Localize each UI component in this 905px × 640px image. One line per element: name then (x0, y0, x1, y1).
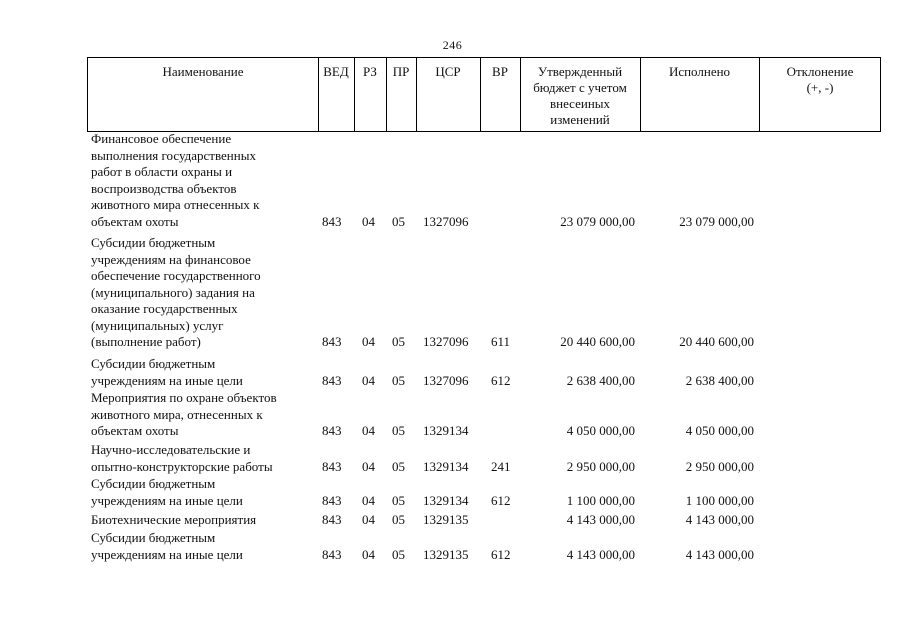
header-approved-line: внесеиных (549, 96, 611, 111)
row-name-line: Биотехнические мероприятия (91, 512, 257, 527)
row-name (91, 131, 313, 230)
header-csr: ЦСР (435, 64, 461, 79)
cell-rz: 04 (362, 334, 375, 349)
cell-ved: 843 (322, 423, 342, 438)
row-name-line: обеспечение государственного (91, 268, 261, 283)
row-name-line: животного мира, отнесенных к (91, 406, 263, 422)
header-pr: ПР (392, 64, 410, 79)
cell-pr: 05 (392, 213, 405, 229)
cell-approved: 2 638 400,00 (566, 372, 635, 388)
cell-csr: 1329134 (423, 423, 469, 438)
row-name-line: Финансовое обеспечение (91, 131, 232, 146)
page-number: 246 (442, 38, 463, 52)
header-approved (520, 58, 640, 131)
cell-pr: 05 (392, 334, 405, 349)
cell-pr: 05 (392, 372, 405, 388)
cell-vr: 612 (491, 546, 511, 562)
table-row (0, 530, 905, 563)
table-row (0, 442, 905, 475)
cell-vr: 612 (491, 372, 511, 388)
row-name (91, 476, 313, 509)
header-approved-line: Утвержденный (537, 64, 623, 79)
table-row (0, 356, 905, 389)
cell-executed: 23 079 000,00 (679, 213, 754, 229)
header-approved-line: бюджет с учетом (533, 80, 627, 95)
header-deviation-line: (+, -) (806, 80, 834, 95)
row-name-line: оказание государственных (91, 301, 238, 316)
cell-pr: 05 (392, 546, 405, 562)
cell-vr: 241 (491, 458, 511, 474)
cell-rz: 04 (362, 423, 375, 438)
cell-executed: 4 143 000,00 (685, 512, 754, 527)
cell-ved: 843 (322, 546, 342, 562)
header-executed: Исполнено (668, 64, 731, 79)
cell-vr: 612 (491, 492, 511, 508)
row-name-line: (выполнение работ) (91, 334, 201, 349)
cell-pr: 05 (392, 512, 405, 527)
cell-rz: 04 (362, 458, 375, 474)
cell-pr: 05 (392, 458, 405, 474)
table-header (87, 57, 881, 132)
row-name-line: (муниципального) задания на (91, 284, 255, 300)
row-name-line: воспроизводства объектов (91, 180, 237, 196)
cell-ved: 843 (322, 512, 342, 527)
cell-pr: 05 (392, 423, 405, 438)
header-ved: ВЕД (323, 64, 349, 79)
row-name (91, 235, 313, 351)
header-deviation-line: Отклонение (786, 64, 854, 79)
row-name-line: животного мира отнесенных к (91, 197, 260, 212)
row-name-line: Научно-исследовательские и (91, 442, 251, 457)
cell-ved: 843 (322, 458, 342, 474)
cell-rz: 04 (362, 492, 375, 508)
header-name: Наименование (162, 64, 244, 79)
row-name-line: Субсидии бюджетным (91, 476, 216, 491)
row-name-line: учреждениям на финансовое (91, 251, 251, 267)
cell-csr: 1327096 (423, 213, 469, 229)
cell-csr: 1327096 (423, 372, 469, 388)
cell-rz: 04 (362, 546, 375, 562)
row-name-line: Субсидии бюджетным (91, 530, 216, 545)
row-name-line: Мероприятия по охране объектов (91, 390, 277, 405)
cell-approved: 4 143 000,00 (566, 546, 635, 562)
cell-vr: 611 (491, 334, 511, 349)
row-name-line: (муниципальных) услуг (91, 317, 224, 333)
cell-pr: 05 (392, 492, 405, 508)
row-name-line: объектам охоты (91, 423, 179, 438)
header-deviation (759, 58, 881, 131)
row-name (91, 442, 313, 475)
row-name (91, 390, 313, 440)
row-name-line: учреждениям на иные цели (91, 372, 243, 388)
table-row (0, 131, 905, 230)
table-row (0, 390, 905, 440)
row-name (91, 512, 313, 529)
header-vr: ВР (492, 64, 508, 79)
cell-csr: 1329135 (423, 512, 469, 527)
cell-executed: 1 100 000,00 (685, 492, 754, 508)
cell-ved: 843 (322, 372, 342, 388)
cell-approved: 4 143 000,00 (566, 512, 635, 527)
cell-executed: 4 143 000,00 (685, 546, 754, 562)
cell-approved: 4 050 000,00 (566, 423, 635, 438)
row-name-line: учреждениям на иные цели (91, 546, 243, 562)
cell-approved: 23 079 000,00 (560, 213, 635, 229)
header-approved-line: изменений (550, 112, 610, 127)
cell-executed: 20 440 600,00 (679, 334, 754, 349)
table-row (0, 235, 905, 351)
cell-rz: 04 (362, 372, 375, 388)
cell-rz: 04 (362, 512, 375, 527)
cell-approved: 20 440 600,00 (560, 334, 635, 349)
table-row (0, 476, 905, 509)
cell-rz: 04 (362, 213, 375, 229)
row-name-line: объектам охоты (91, 213, 179, 229)
cell-executed: 2 638 400,00 (685, 372, 754, 388)
row-name (91, 356, 313, 389)
cell-approved: 1 100 000,00 (566, 492, 635, 508)
row-name-line: работ в области охраны и (91, 164, 233, 179)
cell-ved: 843 (322, 334, 342, 349)
table-row (0, 512, 905, 529)
cell-csr: 1329134 (423, 458, 469, 474)
cell-executed: 2 950 000,00 (685, 458, 754, 474)
row-name-line: выполнения государственных (91, 147, 256, 163)
row-name-line: Субсидии бюджетным (91, 235, 216, 250)
cell-csr: 1329134 (423, 492, 469, 508)
cell-csr: 1329135 (423, 546, 469, 562)
row-name-line: Субсидии бюджетным (91, 356, 216, 371)
row-name-line: учреждениям на иные цели (91, 492, 243, 508)
row-name-line: опытно-конструкторские работы (91, 458, 273, 474)
cell-approved: 2 950 000,00 (566, 458, 635, 474)
row-name (91, 530, 313, 563)
cell-ved: 843 (322, 213, 342, 229)
cell-executed: 4 050 000,00 (685, 423, 754, 438)
cell-ved: 843 (322, 492, 342, 508)
cell-csr: 1327096 (423, 334, 469, 349)
header-rz: РЗ (363, 64, 377, 79)
